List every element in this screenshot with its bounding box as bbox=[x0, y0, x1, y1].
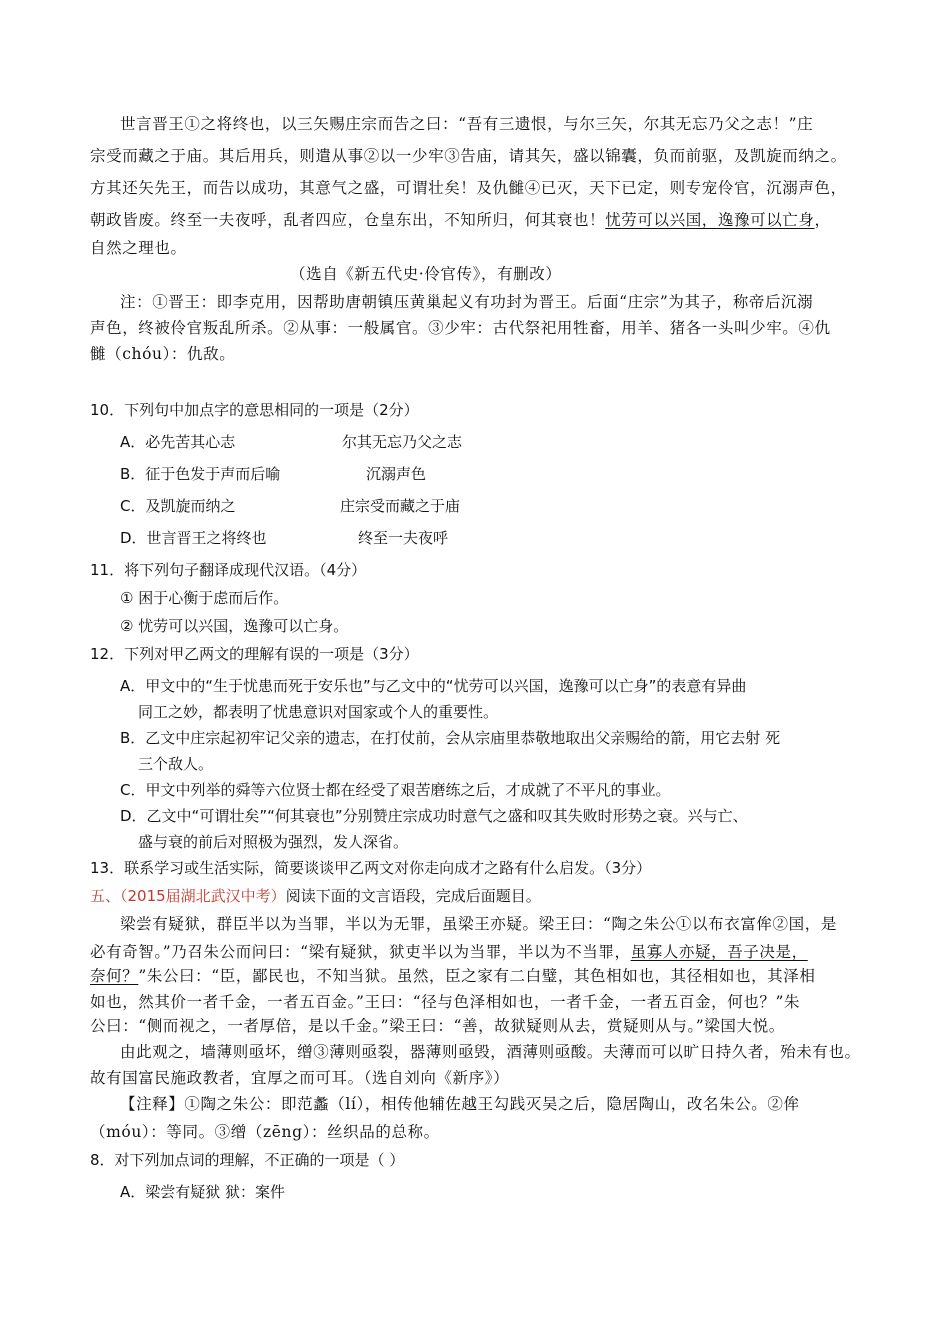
passage-line: 世言晋王①之将终也，以三矢赐庄宗而告之曰：“吾有三遗恨，与尔三矢，尔其无忘乃父之志！”庄 bbox=[120, 115, 814, 133]
q12-option-b-cont: 三个敌人。 bbox=[138, 755, 214, 773]
question-12: 12．下列对甲乙两文的理解有误的一项是（3分） bbox=[90, 645, 419, 663]
q10-option-b-right: 沉溺声色 bbox=[366, 465, 427, 483]
q12-option-b: B．乙文中庄宗起初牢记父亲的遗志，在打仗前，会从宗庙里恭敬地取出父亲赐给的箭，用它去射 死 bbox=[120, 729, 781, 747]
q12-option-a-cont: 同工之妙，都表明了忧患意识对国家或个人的重要性。 bbox=[138, 703, 499, 721]
passage-line: 由此观之，墙薄则亟坏，缯③薄则亟裂，器薄则亟毁，酒薄则亟酸。夫薄而可以旷日持久者，殆未有也。 bbox=[120, 1043, 861, 1061]
q10-option-a-right: 尔其无忘乃父之志 bbox=[342, 433, 463, 451]
passage-punct: ， bbox=[814, 211, 831, 229]
q10-option-b-left: B．征于色发于声而后喻 bbox=[120, 465, 281, 483]
question-8: 8．对下列加点词的理解，不正确的一项是（ ） bbox=[90, 1151, 405, 1169]
section-5-instruction: 阅读下面的文言语段，完成后面题目。 bbox=[285, 887, 541, 905]
section-5-label: 五、（2015届湖北武汉中考） bbox=[90, 887, 286, 905]
passage-line bbox=[90, 942, 808, 962]
question-10: 10．下列句中加点字的意思相同的一项是（2分） bbox=[90, 401, 419, 419]
q12-option-a: A．甲文中的“生于忧患而死于安乐也”与乙文中的“忧劳可以兴国，逸豫可以亡身”的表意有异曲 bbox=[120, 677, 747, 695]
underlined-sentence: 奈何？ bbox=[90, 967, 139, 985]
passage-note: 注：①晋王：即李克用，因帮助唐朝镇压黄巢起义有功封为晋王。后面“庄宗”为其子，称帝后沉溺 bbox=[120, 293, 814, 311]
passage-note: 【注释】①陶之朱公：即范蠡（lí），相传他辅佐越王勾践灭吴之后，隐居陶山，改名朱公。②侔 bbox=[120, 1095, 800, 1113]
passage-line: 自然之理也。 bbox=[90, 239, 187, 257]
passage-note: 雠（chóu）：仇敌。 bbox=[90, 345, 236, 363]
passage-note: 声色，终被伶官叛乱所杀。②从事：一般属官。③少牢：古代祭祀用牲畜，用羊、猪各一头叫少牢。④仇 bbox=[90, 319, 831, 337]
passage-line bbox=[90, 966, 815, 986]
passage-line: 宗受而藏之于庙。其后用兵，则遣从事②以一少牢③告庙，请其矢，盛以锦囊，负而前驱，及凯旋而纳之。 bbox=[90, 147, 847, 165]
q12-option-c: C．甲文中列举的舜等六位贤士都在经受了艰苦磨练之后，才成就了不平凡的事业。 bbox=[120, 781, 671, 799]
q10-option-d-right: 终至一夫夜呼 bbox=[358, 529, 449, 547]
section-5-heading bbox=[90, 886, 541, 906]
question-13: 13．联系学习或生活实际，简要谈谈甲乙两文对你走向成才之路有什么启发。（3分） bbox=[90, 859, 652, 877]
passage-line: 公曰：“侧而视之，一者厚倍，是以千金。”梁王曰：“善，故狱疑则从去，赏疑则从与。”梁国大悦。 bbox=[90, 1017, 785, 1035]
q12-option-d: D．乙文中“可谓壮矣”“何其衰也”分别赞庄宗成功时意气之盛和叹其失败时形势之衰。兴与亡、 bbox=[120, 807, 748, 825]
q11-item: ① 困于心衡于虑而后作。 bbox=[120, 589, 289, 607]
passage-line: 故有国富民施政教者，宜厚之而可耳。（选自刘向《新序》） bbox=[90, 1069, 510, 1087]
q10-option-c-right: 庄宗受而藏之于庙 bbox=[340, 497, 461, 515]
question-11: 11．将下列句子翻译成现代汉语。（4分） bbox=[90, 561, 367, 579]
passage-line: 梁尝有疑狱，群臣半以为当罪，半以为无罪，虽梁王亦疑。梁王曰：“陶之朱公①以布衣富侔②国，是 bbox=[120, 915, 837, 933]
passage-note: （móu）：等同。③缯（zēng）：丝织品的总称。 bbox=[90, 1123, 440, 1141]
passage-line: 如也，然其价一者千金，一者五百金。”王曰：“径与色泽相如也，一者千金，一者五百金，何也？”朱 bbox=[90, 993, 801, 1011]
q12-option-d-cont: 盛与衰的前后对照极为强烈，发人深省。 bbox=[138, 833, 409, 851]
underlined-sentence: 虽寡人亦疑，吾子决是， bbox=[630, 943, 808, 961]
q11-item: ② 忧劳可以兴国，逸豫可以亡身。 bbox=[120, 617, 349, 635]
passage-line: 方其还矢先王，而告以成功，其意气之盛，可谓壮矣！及仇雠④已灭，天下已定，则专宠伶官，沉溺声色， bbox=[90, 179, 847, 197]
q8-option-a: A．梁尝有疑狱 狱：案件 bbox=[120, 1183, 286, 1201]
q10-option-a-left: A．必先苦其心志 bbox=[120, 433, 236, 451]
passage-text: 朝政皆废。终至一夫夜呼，乱者四应，仓皇东出，不知所归，何其衰也！ bbox=[90, 211, 606, 229]
passage-line bbox=[90, 210, 831, 230]
q10-option-d-left: D．世言晋王之将终也 bbox=[120, 529, 267, 547]
passage-text: 必有奇智。”乃召朱公而问曰：“梁有疑狱，狱吏半以为当罪，半以为不当罪， bbox=[90, 943, 631, 961]
underlined-sentence: 忧劳可以兴国，逸豫可以亡身 bbox=[605, 211, 815, 229]
passage-source: （选自《新五代史·伶官传》，有删改） bbox=[290, 265, 562, 283]
passage-text: ”朱公曰：“臣，鄙民也，不知当狱。虽然，臣之家有二白璧，其色相如也，其径相如也，其泽相 bbox=[138, 967, 816, 985]
q10-option-c-left: C．及凯旋而纳之 bbox=[120, 497, 236, 515]
